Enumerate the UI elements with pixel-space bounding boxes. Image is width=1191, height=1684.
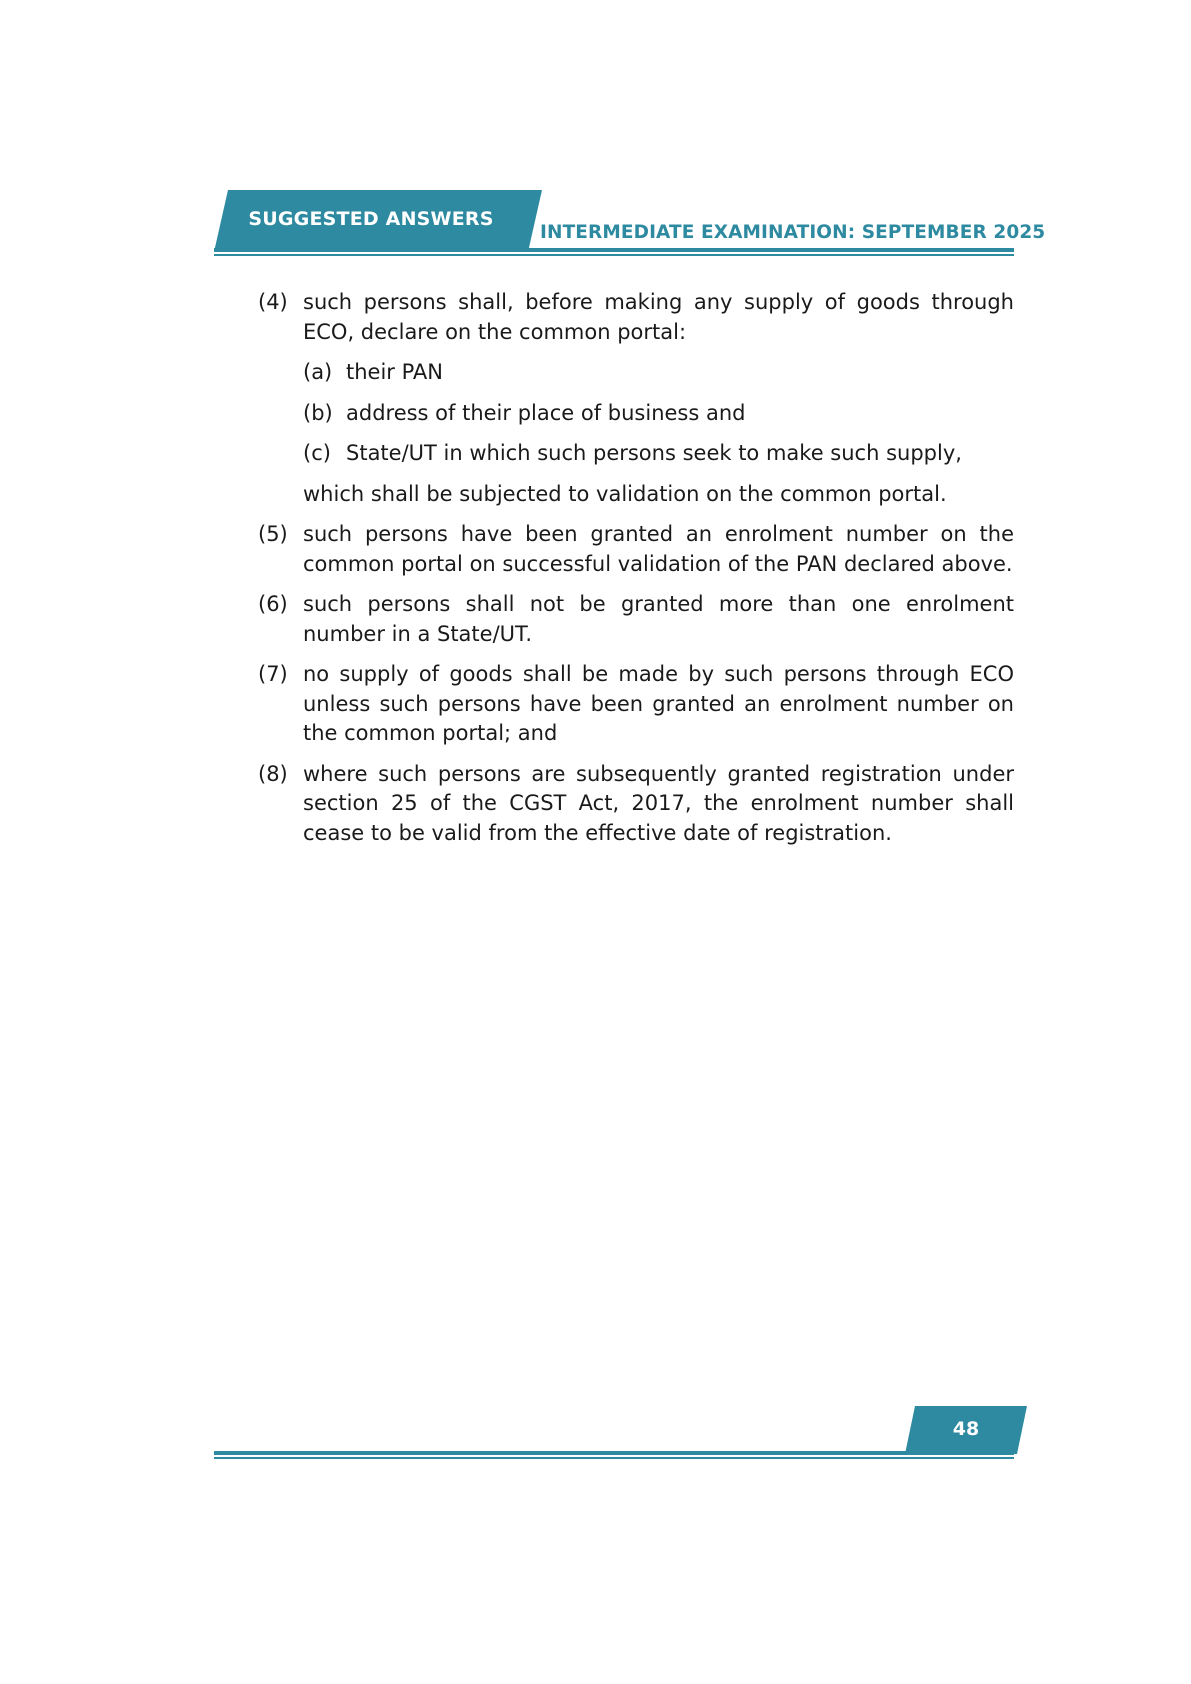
sub-item-number: (b) [303, 400, 333, 425]
item-text: such persons have been granted an enrolment number on the common portal on successful validation of the PAN declared above. [303, 522, 1014, 576]
footer-divider-thin [214, 1457, 1014, 1459]
item-text: where such persons are subsequently granted registration under section 25 of the CGST Act, 2017, the enrolment number shall cease to be valid from the effective date of registration. [303, 761, 1014, 845]
sub-item-number: (a) [303, 360, 333, 384]
section-label: SUGGESTED ANSWERS [248, 208, 494, 230]
page-number: 48 [952, 1418, 980, 1440]
sub-item-number: (c) [303, 441, 331, 465]
answer-content [258, 288, 1014, 859]
list-item [258, 590, 1014, 649]
sub-item-text: their PAN [346, 360, 444, 384]
sub-item [303, 358, 1014, 388]
sub-item [303, 439, 1014, 469]
header-divider-thin [214, 254, 1014, 256]
item-note: which shall be subjected to validation on the common portal. [303, 481, 947, 506]
item-number: (7) [258, 662, 288, 686]
header-divider [214, 248, 1014, 252]
item-text: such persons shall not be granted more than one enrolment number in a State/UT. [303, 592, 1014, 646]
list-item [258, 288, 1014, 509]
list-item [258, 660, 1014, 749]
item-number: (5) [258, 522, 288, 546]
list-item [258, 520, 1014, 579]
item-number: (4) [258, 290, 288, 314]
item-number: (8) [258, 761, 288, 786]
item-text: no supply of goods shall be made by such persons through ECO unless such persons have been granted an enrolment number on the common portal; and [303, 662, 1014, 745]
sub-item [303, 399, 1014, 429]
footer-divider [214, 1451, 1014, 1455]
sub-item-text: State/UT in which such persons seek to make such supply, [346, 441, 962, 465]
sub-item-text: address of their place of business and [346, 400, 746, 425]
exam-title: INTERMEDIATE EXAMINATION: SEPTEMBER 2025 [540, 222, 1046, 243]
list-item [258, 760, 1014, 849]
item-text: such persons shall, before making any supply of goods through ECO, declare on the common portal: [303, 290, 1014, 344]
item-number: (6) [258, 592, 288, 616]
